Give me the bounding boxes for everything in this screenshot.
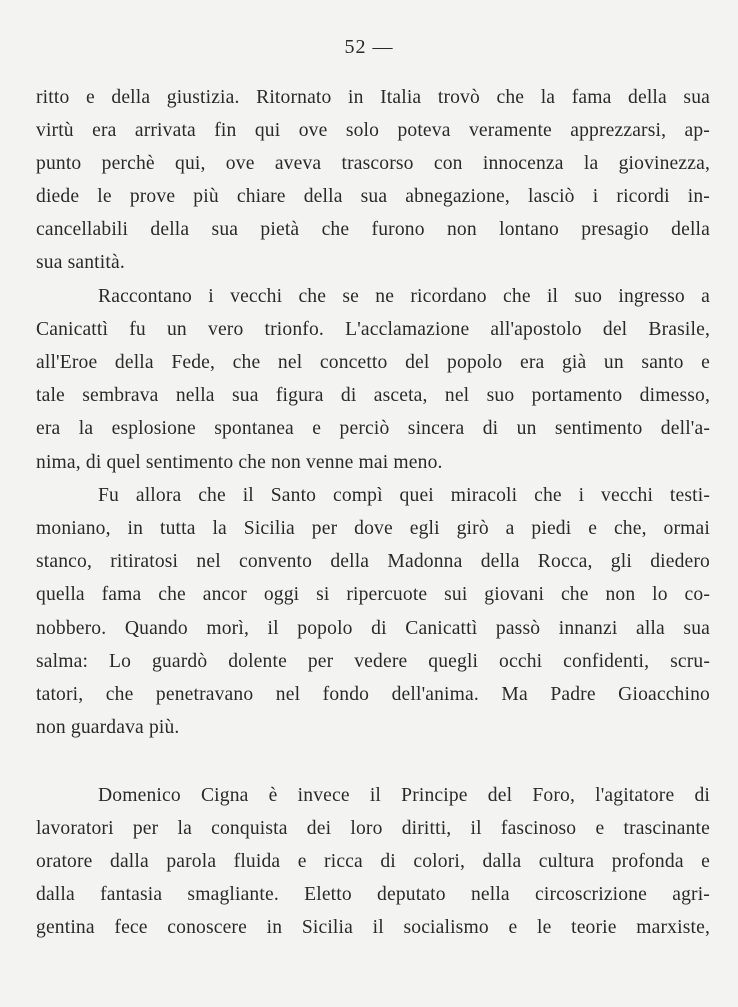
paragraph-4-line-1: Domenico Cigna è invece il Principe del Foro, l'agitatore di — [98, 785, 710, 806]
page-number: 52 — — [344, 36, 394, 58]
paragraph-3-line-2: moniano, in tutta la Sicilia per dove egli girò a piedi e che, ormai — [36, 518, 710, 539]
paragraph-2-line-4: tale sembrava nella sua figura di asceta, nel suo portamento dimesso, — [36, 385, 710, 406]
paragraph-1-line-5: cancellabili della sua pietà che furono non lontano presagio della — [36, 219, 710, 240]
paragraph-2-line-2: Canicattì fu un vero trionfo. L'acclamazione all'apostolo del Brasile, — [36, 319, 710, 340]
paragraph-3-line-7: tatori, che penetravano nel fondo dell'anima. Ma Padre Gioacchino — [36, 684, 710, 705]
paragraph-2-line-6: nima, di quel sentimento che non venne mai meno. — [36, 452, 443, 473]
paragraph-3-line-3: stanco, ritiratosi nel convento della Madonna della Rocca, gli diedero — [36, 551, 710, 572]
paragraph-1-line-6: sua santità. — [36, 252, 125, 273]
paragraph-3-line-6: salma: Lo guardò dolente per vedere quegli occhi confidenti, scru- — [36, 651, 710, 672]
paragraph-3-line-5: nobbero. Quando morì, il popolo di Canicattì passò innanzi alla sua — [36, 618, 710, 639]
paragraph-1-line-3: punto perchè qui, ove aveva trascorso con innocenza la giovinezza, — [36, 153, 710, 174]
paragraph-3-line-1: Fu allora che il Santo compì quei miracoli che i vecchi testi- — [98, 485, 710, 506]
paragraph-3-line-8: non guardava più. — [36, 717, 180, 738]
paragraph-2-line-3: all'Eroe della Fede, che nel concetto del popolo era già un santo e — [36, 352, 710, 373]
paragraph-4-line-5: gentina fece conoscere in Sicilia il socialismo e le teorie marxiste, — [36, 917, 710, 938]
paragraph-1-line-1: ritto e della giustizia. Ritornato in Italia trovò che la fama della sua — [36, 87, 710, 108]
paragraph-2-line-1: Raccontano i vecchi che se ne ricordano che il suo ingresso a — [98, 286, 710, 307]
paragraph-1-line-4: diede le prove più chiare della sua abnegazione, lasciò i ricordi in- — [36, 186, 710, 207]
paragraph-4-line-4: dalla fantasia smagliante. Eletto deputato nella circoscrizione agri- — [36, 884, 710, 905]
paragraph-4-line-2: lavoratori per la conquista dei loro diritti, il fascinoso e trascinante — [36, 818, 710, 839]
paragraph-3-line-4: quella fama che ancor oggi si ripercuote sui giovani che non lo co- — [36, 584, 710, 605]
paragraph-1-line-2: virtù era arrivata fin qui ove solo poteva veramente apprezzarsi, ap- — [36, 120, 710, 141]
paragraph-2-line-5: era la esplosione spontanea e perciò sincera di un sentimento dell'a- — [36, 418, 710, 439]
paragraph-4-line-3: oratore dalla parola fluida e ricca di colori, dalla cultura profonda e — [36, 851, 710, 872]
